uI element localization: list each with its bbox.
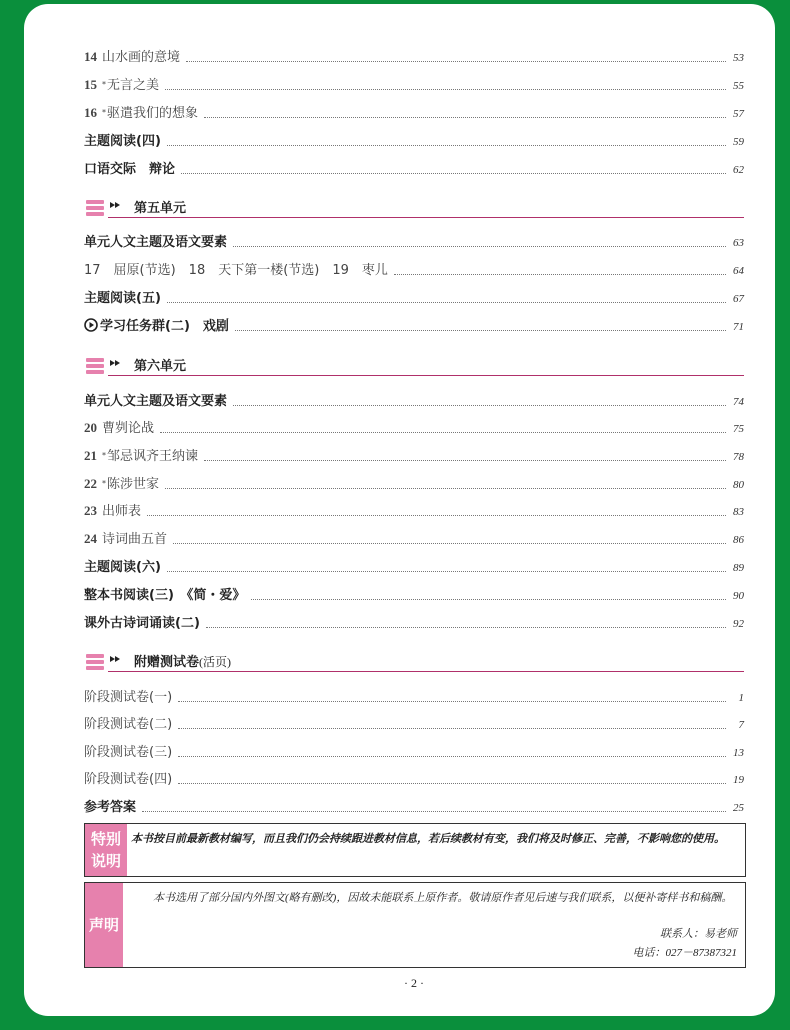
toc-entry-title: 学习任务群(二) 戏剧 [100, 319, 229, 334]
toc-entry[interactable] [84, 415, 744, 437]
toc-page-number: 63 [733, 237, 744, 249]
contact-phone: 电话：027－87387321 [632, 947, 737, 959]
book-stack-icon [84, 354, 128, 376]
toc-entry-title: 山水画的意境 [102, 50, 181, 65]
lesson-number: 14 [84, 49, 97, 64]
toc-entry-label [84, 745, 172, 761]
toc-entry[interactable] [84, 285, 744, 307]
toc-entry-label [84, 394, 227, 410]
play-circle-icon [84, 319, 100, 334]
self-study-mark: * [102, 451, 106, 460]
toc-entry[interactable] [84, 100, 744, 122]
toc-entry-title: 主题阅读(五) [84, 291, 161, 306]
toc-page-number: 92 [733, 618, 744, 630]
toc-page-number: 90 [733, 590, 744, 602]
dot-leader [233, 245, 726, 247]
toc-entry[interactable] [84, 711, 744, 733]
toc-page-number: 64 [733, 265, 744, 277]
dot-leader [142, 810, 726, 812]
toc-entry-label [84, 448, 198, 465]
toc-entry-title: 出师表 [102, 504, 142, 519]
unit6-header [84, 354, 744, 376]
toc-page-number: 59 [733, 136, 744, 148]
toc-entry-title: 单元人文主题及语文要素 [84, 394, 228, 409]
toc-entry-label [84, 235, 227, 251]
toc-entry[interactable] [84, 739, 744, 761]
toc-entry-title: 诗词曲五首 [102, 532, 168, 547]
toc-entry-label [84, 263, 388, 279]
toc-entry[interactable] [84, 128, 744, 150]
toc-page-number: 25 [733, 802, 744, 814]
toc-page-number: 57 [733, 108, 744, 120]
toc-entry-title: 参考答案 [84, 800, 137, 815]
toc-entry-title: 口语交际 辩论 [84, 162, 176, 177]
lesson-number: 23 [84, 503, 97, 518]
toc-entry-title: 阶段测试卷(二) [84, 717, 173, 732]
special-notice [84, 823, 746, 877]
dot-leader [204, 116, 726, 118]
dot-leader [204, 459, 726, 461]
toc-entry[interactable] [84, 72, 744, 94]
lesson-number: 20 [84, 420, 97, 435]
toc-entry-title: 阶段测试卷(四) [84, 772, 173, 787]
copyright-statement [84, 882, 746, 968]
toc-page-number: 67 [733, 293, 744, 305]
toc-entry-label [84, 717, 172, 733]
toc-page-number: 80 [733, 479, 744, 491]
toc-entry[interactable] [84, 313, 744, 335]
toc-entry-title: 主题阅读(四) [84, 134, 161, 149]
appendix-header [84, 650, 744, 672]
toc-entry[interactable] [84, 766, 744, 788]
notice-tag: 特别说明 [85, 824, 127, 876]
dot-leader [160, 431, 726, 433]
toc-entry-title: 主题阅读(六) [84, 560, 161, 575]
toc-entry-title: 无言之美 [107, 78, 160, 93]
dot-leader [178, 727, 726, 729]
toc-entry-label [84, 77, 159, 94]
toc-entry[interactable] [84, 498, 744, 520]
book-stack-icon [84, 650, 128, 672]
dot-leader [394, 273, 726, 275]
toc-entry-label [84, 588, 245, 604]
self-study-mark: * [102, 108, 106, 117]
toc-entry[interactable] [84, 257, 744, 279]
lesson-number: 21 [84, 448, 97, 463]
toc-entry[interactable] [84, 554, 744, 576]
toc-entry-label [84, 772, 172, 788]
toc-entry-label [84, 162, 175, 178]
unit5-title: 第五单元 [134, 200, 187, 215]
dot-leader [167, 570, 726, 572]
toc-entry-label [84, 291, 161, 307]
toc-page-number: 78 [733, 451, 744, 463]
toc-entry-title: 课外古诗词诵读(二) [84, 616, 200, 631]
page-number: · 2 · [404, 976, 424, 990]
dot-leader [165, 487, 726, 489]
toc-page-number: 74 [733, 396, 744, 408]
toc-page-number: 62 [733, 164, 744, 176]
dot-leader [233, 404, 726, 406]
toc-entry-title: 驱遣我们的想象 [107, 106, 199, 121]
toc-page-number: 7 [738, 719, 744, 731]
dot-leader [167, 301, 726, 303]
toc-entry-label [84, 690, 172, 706]
dot-leader [178, 782, 726, 784]
toc-entry-label [84, 420, 154, 437]
toc-entry-title: 整本书阅读(三) 《简・爱》 [84, 588, 246, 603]
statement-text: 本书选用了部分国内外图文(略有删改)，因故未能联系上原作者。敬请原作者见后速与我们联系，以便补寄样书和稿酬。 [153, 892, 733, 904]
self-study-mark: * [102, 479, 106, 488]
toc-entry-label [84, 476, 159, 493]
toc-entry-label [84, 105, 198, 122]
dot-leader [173, 542, 726, 544]
toc-entry[interactable] [84, 443, 744, 465]
self-study-mark: * [102, 80, 106, 89]
toc-entry[interactable] [84, 388, 744, 410]
dot-leader [147, 514, 726, 516]
appendix-title: 附赠测试卷(活页) [134, 654, 232, 669]
dot-leader [167, 144, 726, 146]
toc-entry-label [84, 49, 180, 66]
book-stack-icon [84, 196, 128, 218]
lesson-number: 22 [84, 476, 97, 491]
toc-entry-title: 邹忌讽齐王纳谏 [107, 449, 199, 464]
toc-page-number: 19 [733, 774, 744, 786]
toc-page-number: 53 [733, 52, 744, 64]
toc-entry-title: 单元人文主题及语文要素 [84, 235, 228, 250]
toc-entry[interactable] [84, 471, 744, 493]
toc-entry[interactable] [84, 794, 744, 816]
toc-entry[interactable] [84, 526, 744, 548]
toc-entry[interactable] [84, 610, 744, 632]
toc-entry[interactable] [84, 156, 744, 178]
dot-leader [181, 172, 726, 174]
toc-entry-label [84, 531, 167, 548]
toc-entry-title: 17 屈原(节选) 18 天下第一楼(节选) 19 枣儿 [84, 263, 388, 278]
dot-leader [251, 598, 726, 600]
toc-page-number: 55 [733, 80, 744, 92]
toc-entry-label [84, 560, 161, 576]
toc-entry-title: 阶段测试卷(三) [84, 745, 173, 760]
toc-entry-label [84, 318, 229, 335]
dot-leader [165, 88, 726, 90]
toc-page-number: 83 [733, 506, 744, 518]
toc-entry-title: 阶段测试卷(一) [84, 690, 173, 705]
lesson-number: 16 [84, 105, 97, 120]
toc-entry-label [84, 616, 200, 632]
dot-leader [235, 329, 726, 331]
toc-page-number: 86 [733, 534, 744, 546]
toc-entry-title: 曹刿论战 [102, 421, 155, 436]
toc-page-number: 1 [738, 692, 744, 704]
toc-entry[interactable] [84, 684, 744, 706]
dot-leader [178, 755, 726, 757]
toc-entry[interactable] [84, 582, 744, 604]
toc-page-number: 75 [733, 423, 744, 435]
lesson-number: 24 [84, 531, 97, 546]
toc-entry-label [84, 134, 161, 150]
dot-leader [206, 626, 726, 628]
notice-text: 本书按目前最新教材编写，而且我们仍会持续跟进教材信息，若后续教材有变，我们将及时修正、完善，不影响您的使用。 [131, 833, 725, 845]
toc-page-number: 13 [733, 747, 744, 759]
dot-leader [178, 700, 726, 702]
page [24, 4, 775, 1016]
unit5-header [84, 196, 744, 218]
toc-entry-label [84, 800, 136, 816]
unit6-title: 第六单元 [134, 358, 187, 373]
toc-entry[interactable] [84, 229, 744, 251]
toc-entry-label [84, 503, 141, 520]
toc-page-number: 71 [733, 321, 744, 333]
toc-entry[interactable] [84, 44, 744, 66]
contact-person: 联系人：易老师 [660, 928, 737, 940]
toc-page-number: 89 [733, 562, 744, 574]
toc-entry-title: 陈涉世家 [107, 477, 160, 492]
dot-leader [186, 60, 726, 62]
lesson-number: 15 [84, 77, 97, 92]
statement-tag: 声明 [85, 883, 123, 967]
